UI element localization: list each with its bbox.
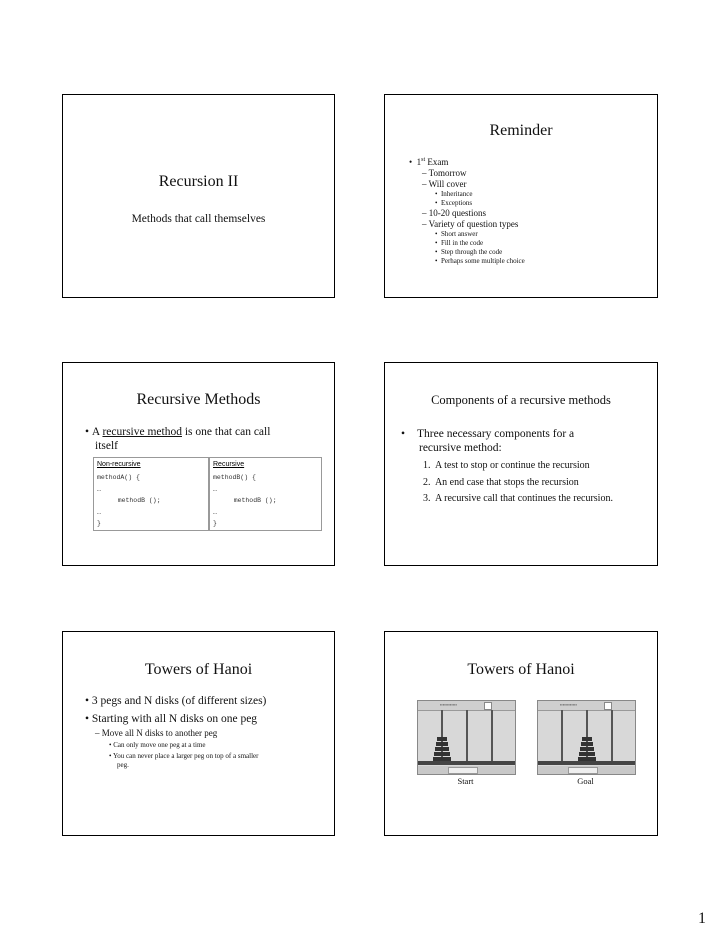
list-item: – Move all N disks to another peg <box>95 728 218 738</box>
code-line: … <box>97 486 101 493</box>
start-label: Start <box>457 776 474 786</box>
list-item: – Tomorrow <box>422 168 467 178</box>
list-item: • 3 pegs and N disks (of different sizes) <box>85 695 267 707</box>
slide-hanoi-rules-title: Towers of Hanoi <box>144 661 253 678</box>
code-line: methodB (); <box>222 497 277 504</box>
slide-title <box>62 94 335 298</box>
recursive-method-term: recursive method <box>102 426 182 438</box>
code-line: methodB() { <box>213 474 256 481</box>
slide-hanoi-images <box>384 631 658 836</box>
reminder-list <box>409 155 649 266</box>
slide-components-title: Components of a recursive methods <box>431 393 611 407</box>
recursive-heading: Recursive <box>213 461 245 468</box>
list-item: 2. An end case that stops the recursion <box>423 476 579 488</box>
slide-components <box>384 362 658 566</box>
list-item: – Will cover <box>422 179 467 189</box>
slide-hanoi-images-title: Towers of Hanoi <box>467 661 575 678</box>
page-number: 1 <box>698 910 706 927</box>
recursive-definition: • A recursive method is one that can call itself <box>85 426 271 452</box>
components-intro: • Three necessary components for a recursive method: <box>401 428 575 454</box>
list-item: • Can only move one peg at a time <box>109 741 206 749</box>
slide-recursive-methods-title: Recursive Methods <box>136 391 261 408</box>
code-line: … <box>213 486 217 493</box>
list-item: • Step through the code <box>435 248 503 256</box>
list-item: • Exceptions <box>435 199 473 207</box>
non-recursive-heading: Non-recursive <box>97 461 141 468</box>
list-item: 1. A test to stop or continue the recursion <box>423 460 590 471</box>
code-line: methodB (); <box>106 497 161 504</box>
slide-hanoi-rules <box>62 631 335 836</box>
slide-reminder-title: Reminder <box>489 122 553 139</box>
list-item: peg. <box>117 761 129 769</box>
code-line: } <box>97 520 101 527</box>
list-item: • Perhaps some multiple choice <box>435 257 525 265</box>
components-list <box>423 458 655 508</box>
hanoi-rules-list <box>85 694 330 770</box>
list-item: – 10-20 questions <box>422 208 486 218</box>
non-recursive-code-box <box>93 457 209 531</box>
code-line: methodA() { <box>97 474 140 481</box>
list-item: • Starting with all N disks on one peg <box>85 713 258 725</box>
list-item: 3. A recursive call that continues the recursion. <box>423 493 613 504</box>
list-item: • 1st Exam <box>409 157 449 167</box>
code-line: … <box>213 509 217 516</box>
slide-recursive-methods <box>62 362 335 566</box>
list-item: • You can never place a larger peg on top of a smaller <box>109 752 259 760</box>
list-item: • Short answer <box>435 230 478 238</box>
code-line: … <box>97 509 101 516</box>
hanoi-goal-image: ▪▪▪▪▪▪▪▪▪▪▪▪ <box>537 700 636 775</box>
list-item: • Fill in the code <box>435 239 484 247</box>
recursive-code-box <box>209 457 322 531</box>
list-item: • Inheritance <box>435 190 473 198</box>
goal-label: Goal <box>577 776 594 786</box>
slide-title-subtitle: Methods that call themselves <box>131 213 266 225</box>
code-line: } <box>213 520 217 527</box>
hanoi-start-image: ▪▪▪▪▪▪▪▪▪▪▪▪ <box>417 700 516 775</box>
slide-reminder <box>384 94 658 298</box>
list-item: – Variety of question types <box>422 219 519 229</box>
slide-title-heading: Recursion II <box>158 173 239 190</box>
